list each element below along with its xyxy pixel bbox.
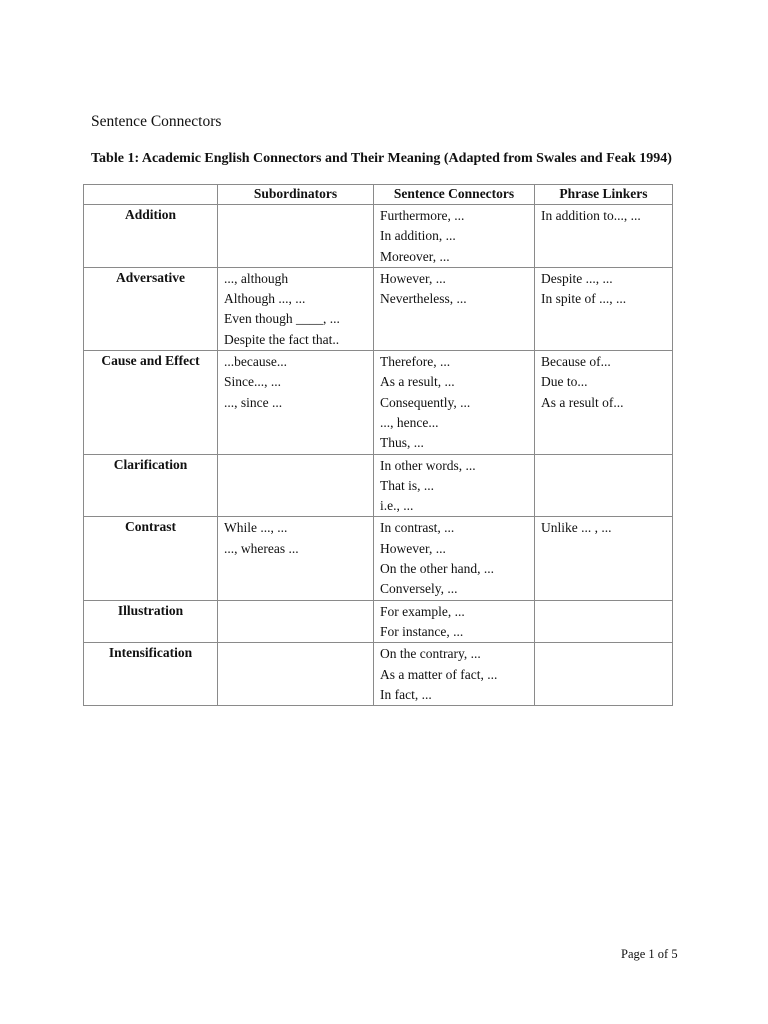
- table-row: [84, 643, 673, 706]
- cell-line: ..., since ...: [224, 394, 283, 410]
- cell-line: While ..., ...: [224, 520, 288, 536]
- row-category: Adversative: [84, 267, 218, 350]
- cell-line: Even though ____, ...: [224, 311, 340, 327]
- cell-line: That is, ...: [380, 477, 434, 493]
- cell-line: In other words, ...: [380, 457, 476, 473]
- sentence-connector-cell: [374, 454, 535, 517]
- table-row: [84, 600, 673, 643]
- cell-line: In fact, ...: [380, 686, 432, 702]
- cell-line: Nevertheless, ...: [380, 291, 467, 307]
- cell-line: Moreover, ...: [380, 248, 450, 264]
- phrase-linker-cell: [535, 205, 673, 268]
- cell-line: In spite of ..., ...: [541, 291, 627, 307]
- cell-line: Unlike ... , ...: [541, 520, 612, 536]
- cell-line: In addition to..., ...: [541, 208, 641, 223]
- subordinator-cell: [218, 454, 374, 517]
- table-header-row: [84, 185, 673, 205]
- cell-line: As a result, ...: [380, 374, 455, 390]
- cell-line: Due to...: [541, 374, 588, 390]
- phrase-linker-cell: [535, 267, 673, 350]
- cell-line: Furthermore, ...: [380, 208, 465, 223]
- subordinator-cell: [218, 643, 374, 706]
- row-category: Contrast: [84, 517, 218, 600]
- cell-line: ..., whereas ...: [224, 540, 299, 556]
- phrase-linker-cell: [535, 600, 673, 643]
- row-category: Illustration: [84, 600, 218, 643]
- cell-line: Despite ..., ...: [541, 270, 613, 286]
- cell-line: Consequently, ...: [380, 394, 471, 410]
- subordinator-cell: [218, 205, 374, 268]
- subordinator-cell: [218, 600, 374, 643]
- page-footer: Page 1 of 5: [621, 947, 678, 961]
- cell-line: For instance, ...: [380, 623, 464, 639]
- sentence-connector-cell: [374, 517, 535, 600]
- cell-line: ..., although: [224, 270, 289, 286]
- header-sentence-connectors: Sentence Connectors: [374, 185, 535, 205]
- page-title: Sentence Connectors: [91, 113, 222, 130]
- header-subordinators: Subordinators: [218, 185, 374, 205]
- phrase-linker-cell: [535, 454, 673, 517]
- table-row: [84, 517, 673, 600]
- cell-line: Therefore, ...: [380, 354, 451, 370]
- table-row: [84, 267, 673, 350]
- table-row: [84, 351, 673, 454]
- cell-line: Although ..., ...: [224, 291, 306, 307]
- cell-line: On the other hand, ...: [380, 561, 494, 577]
- cell-line: Thus, ...: [380, 435, 424, 451]
- table-body: [84, 205, 673, 706]
- cell-line: ...because...: [224, 354, 287, 370]
- cell-line: On the contrary, ...: [380, 646, 481, 662]
- sentence-connector-cell: [374, 643, 535, 706]
- table-row: [84, 205, 673, 268]
- cell-line: Despite the fact that..: [224, 331, 340, 347]
- sentence-connector-cell: [374, 600, 535, 643]
- sentence-connector-cell: [374, 205, 535, 268]
- subordinator-cell: [218, 517, 374, 600]
- cell-line: Conversely, ...: [380, 581, 458, 597]
- table-caption: Table 1: Academic English Connectors and Their Meaning (Adapted from Swales and Feak 1994): [91, 151, 672, 166]
- phrase-linker-cell: [535, 517, 673, 600]
- cell-line: ..., hence...: [380, 414, 439, 430]
- row-category: Intensification: [84, 643, 218, 706]
- cell-line: For example, ...: [380, 603, 465, 619]
- phrase-linker-cell: [535, 643, 673, 706]
- cell-line: However, ...: [380, 270, 446, 286]
- row-category: Addition: [84, 205, 218, 268]
- phrase-linker-cell: [535, 351, 673, 454]
- row-category: Clarification: [84, 454, 218, 517]
- cell-line: As a result of...: [541, 394, 624, 410]
- cell-line: As a matter of fact, ...: [380, 666, 498, 682]
- subordinator-cell: [218, 267, 374, 350]
- cell-line: In contrast, ...: [380, 520, 455, 536]
- row-category: Cause and Effect: [84, 351, 218, 454]
- cell-line: In addition, ...: [380, 228, 456, 244]
- connectors-table: [83, 184, 673, 706]
- cell-line: Since..., ...: [224, 374, 281, 390]
- table-row: [84, 454, 673, 517]
- sentence-connector-cell: [374, 267, 535, 350]
- header-category: [84, 185, 218, 205]
- header-phrase-linkers: Phrase Linkers: [535, 185, 673, 205]
- subordinator-cell: [218, 351, 374, 454]
- cell-line: Because of...: [541, 354, 611, 370]
- cell-line: i.e., ...: [380, 498, 414, 514]
- sentence-connector-cell: [374, 351, 535, 454]
- cell-line: However, ...: [380, 540, 446, 556]
